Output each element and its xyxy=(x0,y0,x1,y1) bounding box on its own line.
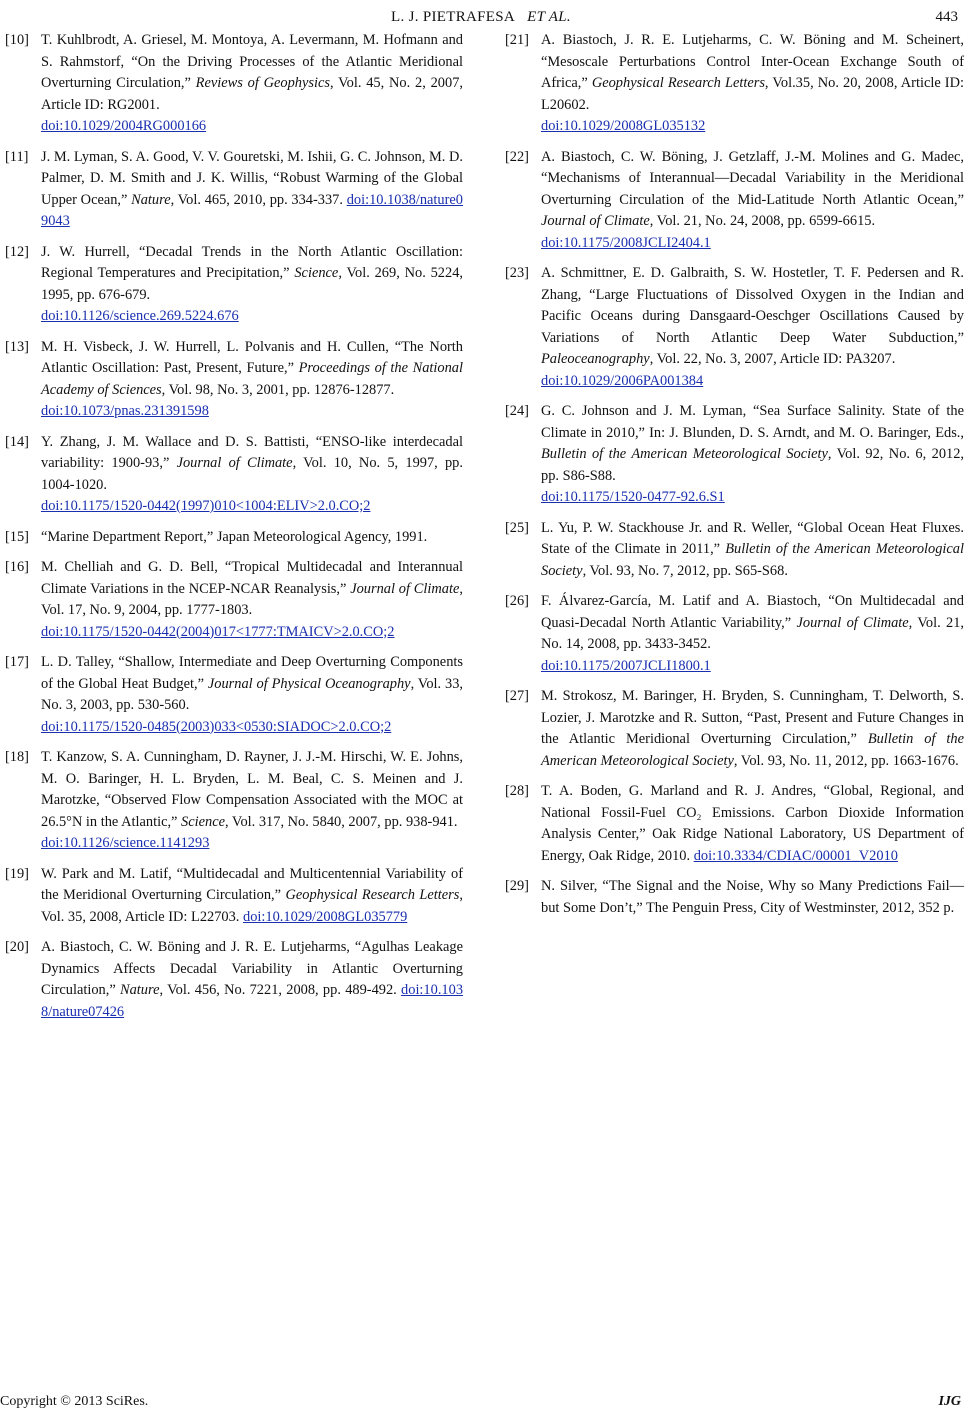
reference-item xyxy=(505,518,964,583)
reference-number: [10] xyxy=(5,32,29,48)
reference-item xyxy=(5,652,463,738)
header-etal: ET AL. xyxy=(527,9,571,25)
reference-citation: J. W. Hurrell, “Decadal Trends in the North Atlantic Oscillation: Regional Temperatures and Precipitation,” xyxy=(41,243,463,281)
reference-journal: Proceedings of the National Academy of Sciences xyxy=(41,360,463,398)
reference-text xyxy=(541,149,964,251)
reference-column-right xyxy=(505,30,964,928)
reference-journal: Journal of Climate xyxy=(796,614,909,631)
page-number: 443 xyxy=(935,9,958,25)
reference-item xyxy=(5,147,463,233)
reference-text xyxy=(41,866,463,925)
doi-link[interactable]: doi:10.1038/nature07426 xyxy=(41,982,464,1020)
reference-journal: Geophysical Research Letters xyxy=(285,887,460,903)
reference-journal: Bulletin of the American Meteorological Society xyxy=(541,541,964,579)
reference-number: [21] xyxy=(505,32,529,48)
running-title xyxy=(0,5,962,29)
reference-citation: W. Park and M. Latif, “Multidecadal and Multicentennial Variability of the Meridional Overturning Circulation,” xyxy=(41,865,463,903)
copyright-notice: Copyright © 2013 SciRes. xyxy=(0,1394,149,1409)
journal-abbreviation: IJG xyxy=(938,1394,961,1409)
reference-item xyxy=(505,401,964,509)
reference-journal: Nature xyxy=(120,982,160,998)
reference-text xyxy=(41,244,463,325)
reference-number: [28] xyxy=(505,783,529,799)
reference-journal: Paleoceanography xyxy=(541,351,650,367)
reference-item xyxy=(5,432,463,518)
running-header xyxy=(0,5,962,29)
reference-citation: A. Biastoch, C. W. Böning and J. R. E. Lutjeharms, “Agulhas Leakage Dynamics Affects Decadal Variability in Atlantic Overturning Circulation,” xyxy=(41,939,463,998)
reference-item xyxy=(5,557,463,643)
reference-journal: Journal of Climate xyxy=(176,455,293,471)
doi-link[interactable]: doi:10.1175/1520-0485(2003)033<0530:SIADOC>2.0.CO;2 xyxy=(41,718,392,735)
reference-number: [12] xyxy=(5,243,29,260)
reference-number: [22] xyxy=(505,148,529,165)
reference-text xyxy=(541,265,964,389)
reference-details: , Vol. 98, No. 3, 2001, pp. 12876-12877. xyxy=(161,381,395,398)
reference-number: [19] xyxy=(5,865,29,882)
reference-text xyxy=(541,403,964,505)
reference-number: [13] xyxy=(5,338,29,355)
reference-citation: M. H. Visbeck, J. W. Hurrell, L. Polvanis and H. Cullen, “The North Atlantic Oscillation: Past, Present, Future,” xyxy=(41,338,463,376)
doi-link[interactable]: doi:10.1175/2007JCLI1800.1 xyxy=(541,657,711,674)
reference-item xyxy=(5,337,463,423)
reference-citation: A. Biastoch, J. R. E. Lutjeharms, C. W. Böning and M. Scheinert, “Mesoscale Perturbations Control Inter-Ocean Exchange South of Africa,” xyxy=(541,32,964,91)
reference-text xyxy=(41,32,463,134)
reference-details: , Vol. 456, No. 7221, 2008, pp. 489-492. xyxy=(159,982,402,998)
reference-citation: M. Strokosz, M. Baringer, H. Bryden, S. Cunningham, T. Delworth, S. Lozier, J. Marotzke and R. Sutton, “Past, Present and Future Changes in the Atlantic Meridional Overturning Circulation,” xyxy=(541,688,964,747)
reference-item xyxy=(5,30,463,138)
reference-text xyxy=(41,529,427,545)
reference-number: [14] xyxy=(5,433,29,450)
reference-number: [20] xyxy=(5,939,29,955)
reference-citation: T. Kanzow, S. A. Cunningham, D. Rayner, J. J.-M. Hirschi, W. E. Johns, M. O. Baringer, H. L. Bryden, L. M. Beal, C. S. Meinen and J. Marotzke, “Observed Flow Compensation Associated with the MOC at 26.5°N in the Atlantic,” xyxy=(41,749,463,830)
reference-details: , Vol. 269, No. 5224, 1995, pp. 676-679. xyxy=(41,265,463,303)
reference-text xyxy=(541,878,964,916)
reference-item xyxy=(5,937,463,1023)
reference-details: , Vol. 93, No. 11, 2012, pp. 1663-1676. xyxy=(733,752,959,769)
doi-link[interactable]: doi:10.1175/1520-0442(1997)010<1004:ELIV>2.0.CO;2 xyxy=(41,498,371,514)
reference-text xyxy=(41,149,463,230)
reference-item xyxy=(505,591,964,677)
reference-citation: “Marine Department Report,” Japan Meteorological Agency, 1991. xyxy=(41,528,428,545)
reference-item xyxy=(505,686,964,772)
reference-text xyxy=(541,783,964,864)
reference-citation: L. D. Talley, “Shallow, Intermediate and Deep Overturning Components of the Global Heat Budget,” xyxy=(41,654,463,692)
reference-details: , Vol. 10, No. 5, 1997, pp. 1004-1020. xyxy=(41,455,463,493)
reference-details: , Vol. 93, No. 7, 2012, pp. S65-S68. xyxy=(582,562,788,579)
reference-journal: Journal of Physical Oceanography xyxy=(207,675,411,692)
doi-link[interactable]: doi:10.1038/nature09043 xyxy=(41,191,463,229)
reference-text xyxy=(41,749,463,851)
doi-link[interactable]: doi:10.1126/science.1141293 xyxy=(41,835,210,851)
reference-details: , Vol. 465, 2010, pp. 334-337. xyxy=(170,191,347,208)
reference-text xyxy=(541,32,964,134)
reference-number: [29] xyxy=(505,878,529,894)
reference-details: , Vol. 21, No. 24, 2008, pp. 6599-6615. xyxy=(649,213,876,229)
reference-column-left xyxy=(5,30,463,1032)
reference-details: , Vol. 45, No. 2, 2007, Article ID: RG2001. xyxy=(41,75,463,113)
doi-link[interactable]: doi:10.1029/2008GL035779 xyxy=(243,908,408,925)
reference-number: [24] xyxy=(505,403,529,419)
reference-citation: T. A. Boden, G. Marland and R. J. Andres, “Global, Regional, and National Fossil-Fuel CO₂ Emissions. Carbon Dioxide Information Analysis Center,” Oak Ridge National Laboratory, US Department of Energy, Oak Ridge, 2010. xyxy=(541,783,964,864)
reference-citation: M. Chelliah and G. D. Bell, “Tropical Multidecadal and Interannual Climate Variations in the NCEP-NCAR Reanalysis,” xyxy=(41,559,463,597)
reference-details: , Vol. 92, No. 6, 2012, pp. S86-S88. xyxy=(541,446,964,484)
reference-text xyxy=(541,688,964,769)
reference-text xyxy=(541,593,964,674)
reference-item xyxy=(5,527,463,549)
reference-details: , Vol. 35, 2008, Article ID: L22703. xyxy=(41,887,463,925)
reference-details: , Vol. 33, No. 3, 2003, pp. 530-560. xyxy=(41,675,463,713)
doi-link[interactable]: doi:10.1126/science.269.5224.676 xyxy=(41,308,239,324)
reference-text xyxy=(41,939,463,1020)
reference-citation: T. Kuhlbrodt, A. Griesel, M. Montoya, A. Levermann, M. Hofmann and S. Rahmstorf, “On the Driving Processes of the Atlantic Meridional Overturning Circulation,” xyxy=(41,32,463,91)
reference-citation: N. Silver, “The Signal and the Noise, Why so Many Predictions Fail—but Some Don’t,” The Penguin Press, City of Westminster, 2012, 352 p. xyxy=(541,878,964,916)
reference-journal: Journal of Climate xyxy=(350,580,460,597)
reference-item xyxy=(505,876,964,919)
doi-link[interactable]: doi:10.1175/1520-0442(2004)017<1777:TMAICV>2.0.CO;2 xyxy=(41,623,395,640)
reference-citation: L. Yu, P. W. Stackhouse Jr. and R. Weller, “Global Ocean Heat Fluxes. State of the Climate in 2011,” xyxy=(541,519,964,557)
reference-details: , Vol. 317, No. 5840, 2007, pp. 938-941. xyxy=(225,813,458,830)
reference-citation: F. Álvarez-García, M. Latif and A. Biastoch, “On Multidecadal and Quasi-Decadal North Atlantic Variability,” xyxy=(541,593,964,631)
reference-citation: A. Biastoch, C. W. Böning, J. Getzlaff, J.-M. Molines and G. Madec, “Mechanisms of Interannual—Decadal Variability in the Meridional Overturning Circulation of the Mid-Latitude North Atlantic Ocean,” xyxy=(541,148,964,208)
reference-journal: Bulletin of the American Meteorological Society xyxy=(541,731,965,769)
reference-number: [11] xyxy=(5,148,29,165)
reference-number: [26] xyxy=(505,593,529,609)
header-authors: L. J. PIETRAFESA xyxy=(391,9,516,25)
reference-item xyxy=(5,242,463,328)
reference-number: [25] xyxy=(505,519,529,536)
reference-item xyxy=(5,747,463,855)
reference-citation: G. C. Johnson and J. M. Lyman, “Sea Surface Salinity. State of the Climate in 2010,” In: J. Blunden, D. S. Arndt, and M. O. Baringer, Eds., xyxy=(541,403,964,441)
reference-text xyxy=(41,339,463,420)
reference-citation: Y. Zhang, J. M. Wallace and D. S. Battisti, “ENSO-like interdecadal variability: 1900-93,” xyxy=(41,433,463,471)
reference-journal: Bulletin of the American Meteorological Society xyxy=(541,446,828,462)
reference-citation: J. M. Lyman, S. A. Good, V. V. Gouretski, M. Ishii, G. C. Johnson, M. D. Palmer, D. M. Smith and J. K. Willis, “Robust Warming of the Global Upper Ocean,” xyxy=(41,148,463,208)
reference-details: , Vol. 17, No. 9, 2004, pp. 1777-1803. xyxy=(41,580,463,618)
reference-journal: Nature xyxy=(131,191,171,208)
doi-link[interactable]: doi:10.3334/CDIAC/00001_V2010 xyxy=(693,847,898,864)
reference-item xyxy=(505,147,964,255)
reference-text xyxy=(541,520,964,579)
page-footer xyxy=(0,1392,964,1412)
reference-text xyxy=(41,434,463,515)
reference-text xyxy=(41,559,463,640)
reference-journal: Reviews of Geophysics xyxy=(195,75,330,91)
reference-number: [16] xyxy=(5,559,29,575)
reference-item xyxy=(505,263,964,392)
reference-number: [17] xyxy=(5,654,29,670)
reference-details: , Vol. 22, No. 3, 2007, Article ID: PA3207. xyxy=(649,351,896,367)
doi-link[interactable]: doi:10.1175/1520-0477-92.6.S1 xyxy=(541,489,725,505)
reference-item xyxy=(505,781,964,867)
doi-link[interactable]: doi:10.1029/2006PA001384 xyxy=(541,372,704,389)
reference-number: [18] xyxy=(5,749,29,765)
reference-item xyxy=(5,864,463,929)
reference-item xyxy=(505,30,964,138)
doi-link[interactable]: doi:10.1029/2004RG000166 xyxy=(41,118,207,134)
reference-number: [23] xyxy=(505,265,529,281)
reference-journal: Science xyxy=(181,813,225,830)
doi-link[interactable]: doi:10.1073/pnas.231391598 xyxy=(41,403,209,419)
reference-number: [27] xyxy=(505,688,529,704)
reference-text xyxy=(41,654,463,735)
reference-details: , Vol.35, No. 20, 2008, Article ID: L20602. xyxy=(541,75,964,113)
reference-journal: Science xyxy=(294,265,339,281)
reference-details: , Vol. 21, No. 14, 2008, pp. 3433-3452. xyxy=(541,614,964,652)
reference-number: [15] xyxy=(5,528,29,545)
doi-link[interactable]: doi:10.1029/2008GL035132 xyxy=(541,118,706,134)
reference-journal: Geophysical Research Letters xyxy=(591,75,765,91)
reference-journal: Journal of Climate xyxy=(541,213,650,229)
reference-citation: A. Schmittner, E. D. Galbraith, S. W. Hostetler, T. F. Pedersen and R. Zhang, “Large Fluctuations of Dissolved Oxygen in the Indian and Pacific Oceans during Dansgaard-Oeschger Oscillations Caused by Variations of North Atlantic Deep Water Subduction,” xyxy=(541,265,964,346)
doi-link[interactable]: doi:10.1175/2008JCLI2404.1 xyxy=(541,234,711,251)
